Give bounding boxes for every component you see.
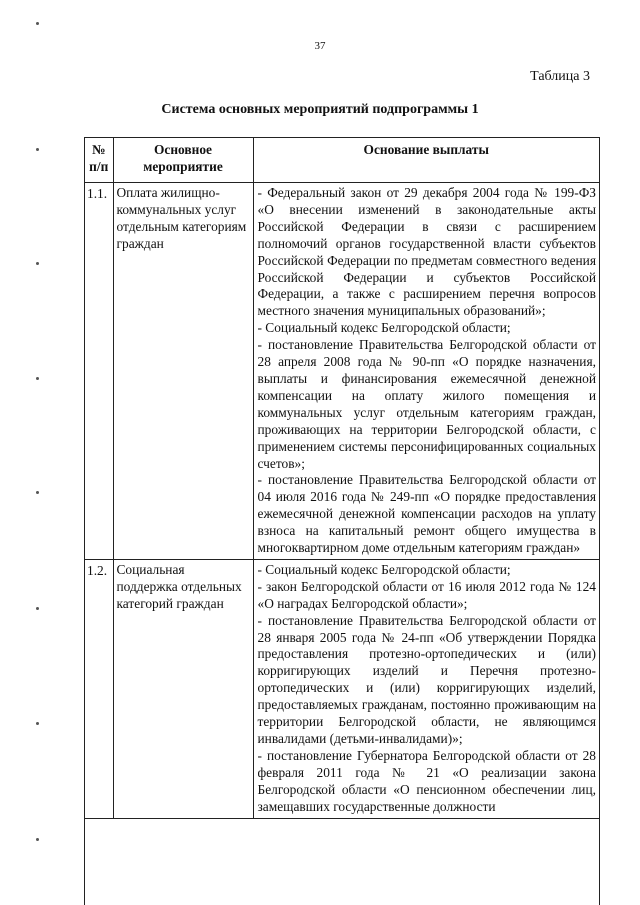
page-number: 37 [314, 40, 326, 52]
table-row [85, 183, 599, 560]
header-number: № п/п [85, 138, 113, 183]
basis-item: - постановление Правительства Белгородской области от 28 января 2005 года № 24-пп «Об утверждении Порядка предоставления протезно-ортопедических и (или) корригирующих изделий и Перечня протезно-ортопедических и (или) корригирующих изделий, предоставляемых гражданам, постоянно проживающим на территории Белгородской области, не являющимся инвалидами (детьми-инвалидами)»; [257, 612, 596, 746]
scan-mark [36, 148, 39, 151]
row-activity: Социальная поддержка отдельных категорий граждан [113, 559, 253, 818]
basis-item: - постановление Правительства Белгородской области от 28 апреля 2008 года № 90-пп «О порядке назначения, выплаты и финансирования ежемесячной денежной компенсации на оплату жилого помещения и коммунальных услуг отдельным категориям граждан, проживающих на территории Белгородской области, с применением системы персонифицированных социальных счетов»; [257, 337, 596, 471]
header-activity: Основное мероприятие [113, 138, 253, 183]
table-caption: Таблица 3 [530, 69, 590, 84]
scan-mark [36, 22, 39, 25]
scan-mark [36, 262, 39, 265]
row-number: 1.2. [85, 559, 113, 818]
row-basis [253, 183, 599, 560]
measures-table [85, 138, 599, 819]
table-row [85, 559, 599, 818]
row-number: 1.1. [85, 183, 113, 560]
row-activity: Оплата жилищно-коммунальных услуг отдельным категориям граждан [113, 183, 253, 560]
basis-item: - Социальный кодекс Белгородской области; [257, 561, 511, 577]
basis-item: - Федеральный закон от 29 декабря 2004 года № 199-ФЗ «О внесении изменений в законодательные акты Российской Федерации в связи с расширением полномочий органов государственной власти субъектов Российской Федерации по предметам совместного ведения Российской Федерации и субъектов Российской Федерации, а также с расширением перечня вопросов местного значения муниципальных образований»; [257, 185, 596, 319]
header-basis: Основание выплаты [253, 138, 599, 183]
scan-mark [36, 491, 39, 494]
measures-table-frame [84, 137, 600, 905]
table-header-row [85, 138, 599, 183]
basis-item: - закон Белгородской области от 16 июля 2012 года № 124 «О наградах Белгородской области»; [257, 578, 596, 611]
document-title: Система основных мероприятий подпрограммы 1 [161, 102, 479, 117]
scan-mark [36, 838, 39, 841]
basis-item: - Социальный кодекс Белгородской области; [257, 320, 511, 336]
row-basis [253, 559, 599, 818]
basis-item: - постановление Правительства Белгородской области от 04 июля 2016 года № 249-пп «О порядке предоставления ежемесячной денежной компенсации расходов на уплату взноса на капитальный ремонт общего имущества в многоквартирном доме отдельным категориям граждан» [257, 472, 596, 556]
basis-item: - постановление Губернатора Белгородской области от 28 февраля 2011 года № 21 «О реализации закона Белгородской области «О пенсионном обеспечении лиц, замещавших государственные должности [257, 747, 596, 814]
scan-mark [36, 722, 39, 725]
scan-mark [36, 607, 39, 610]
scan-mark [36, 377, 39, 380]
